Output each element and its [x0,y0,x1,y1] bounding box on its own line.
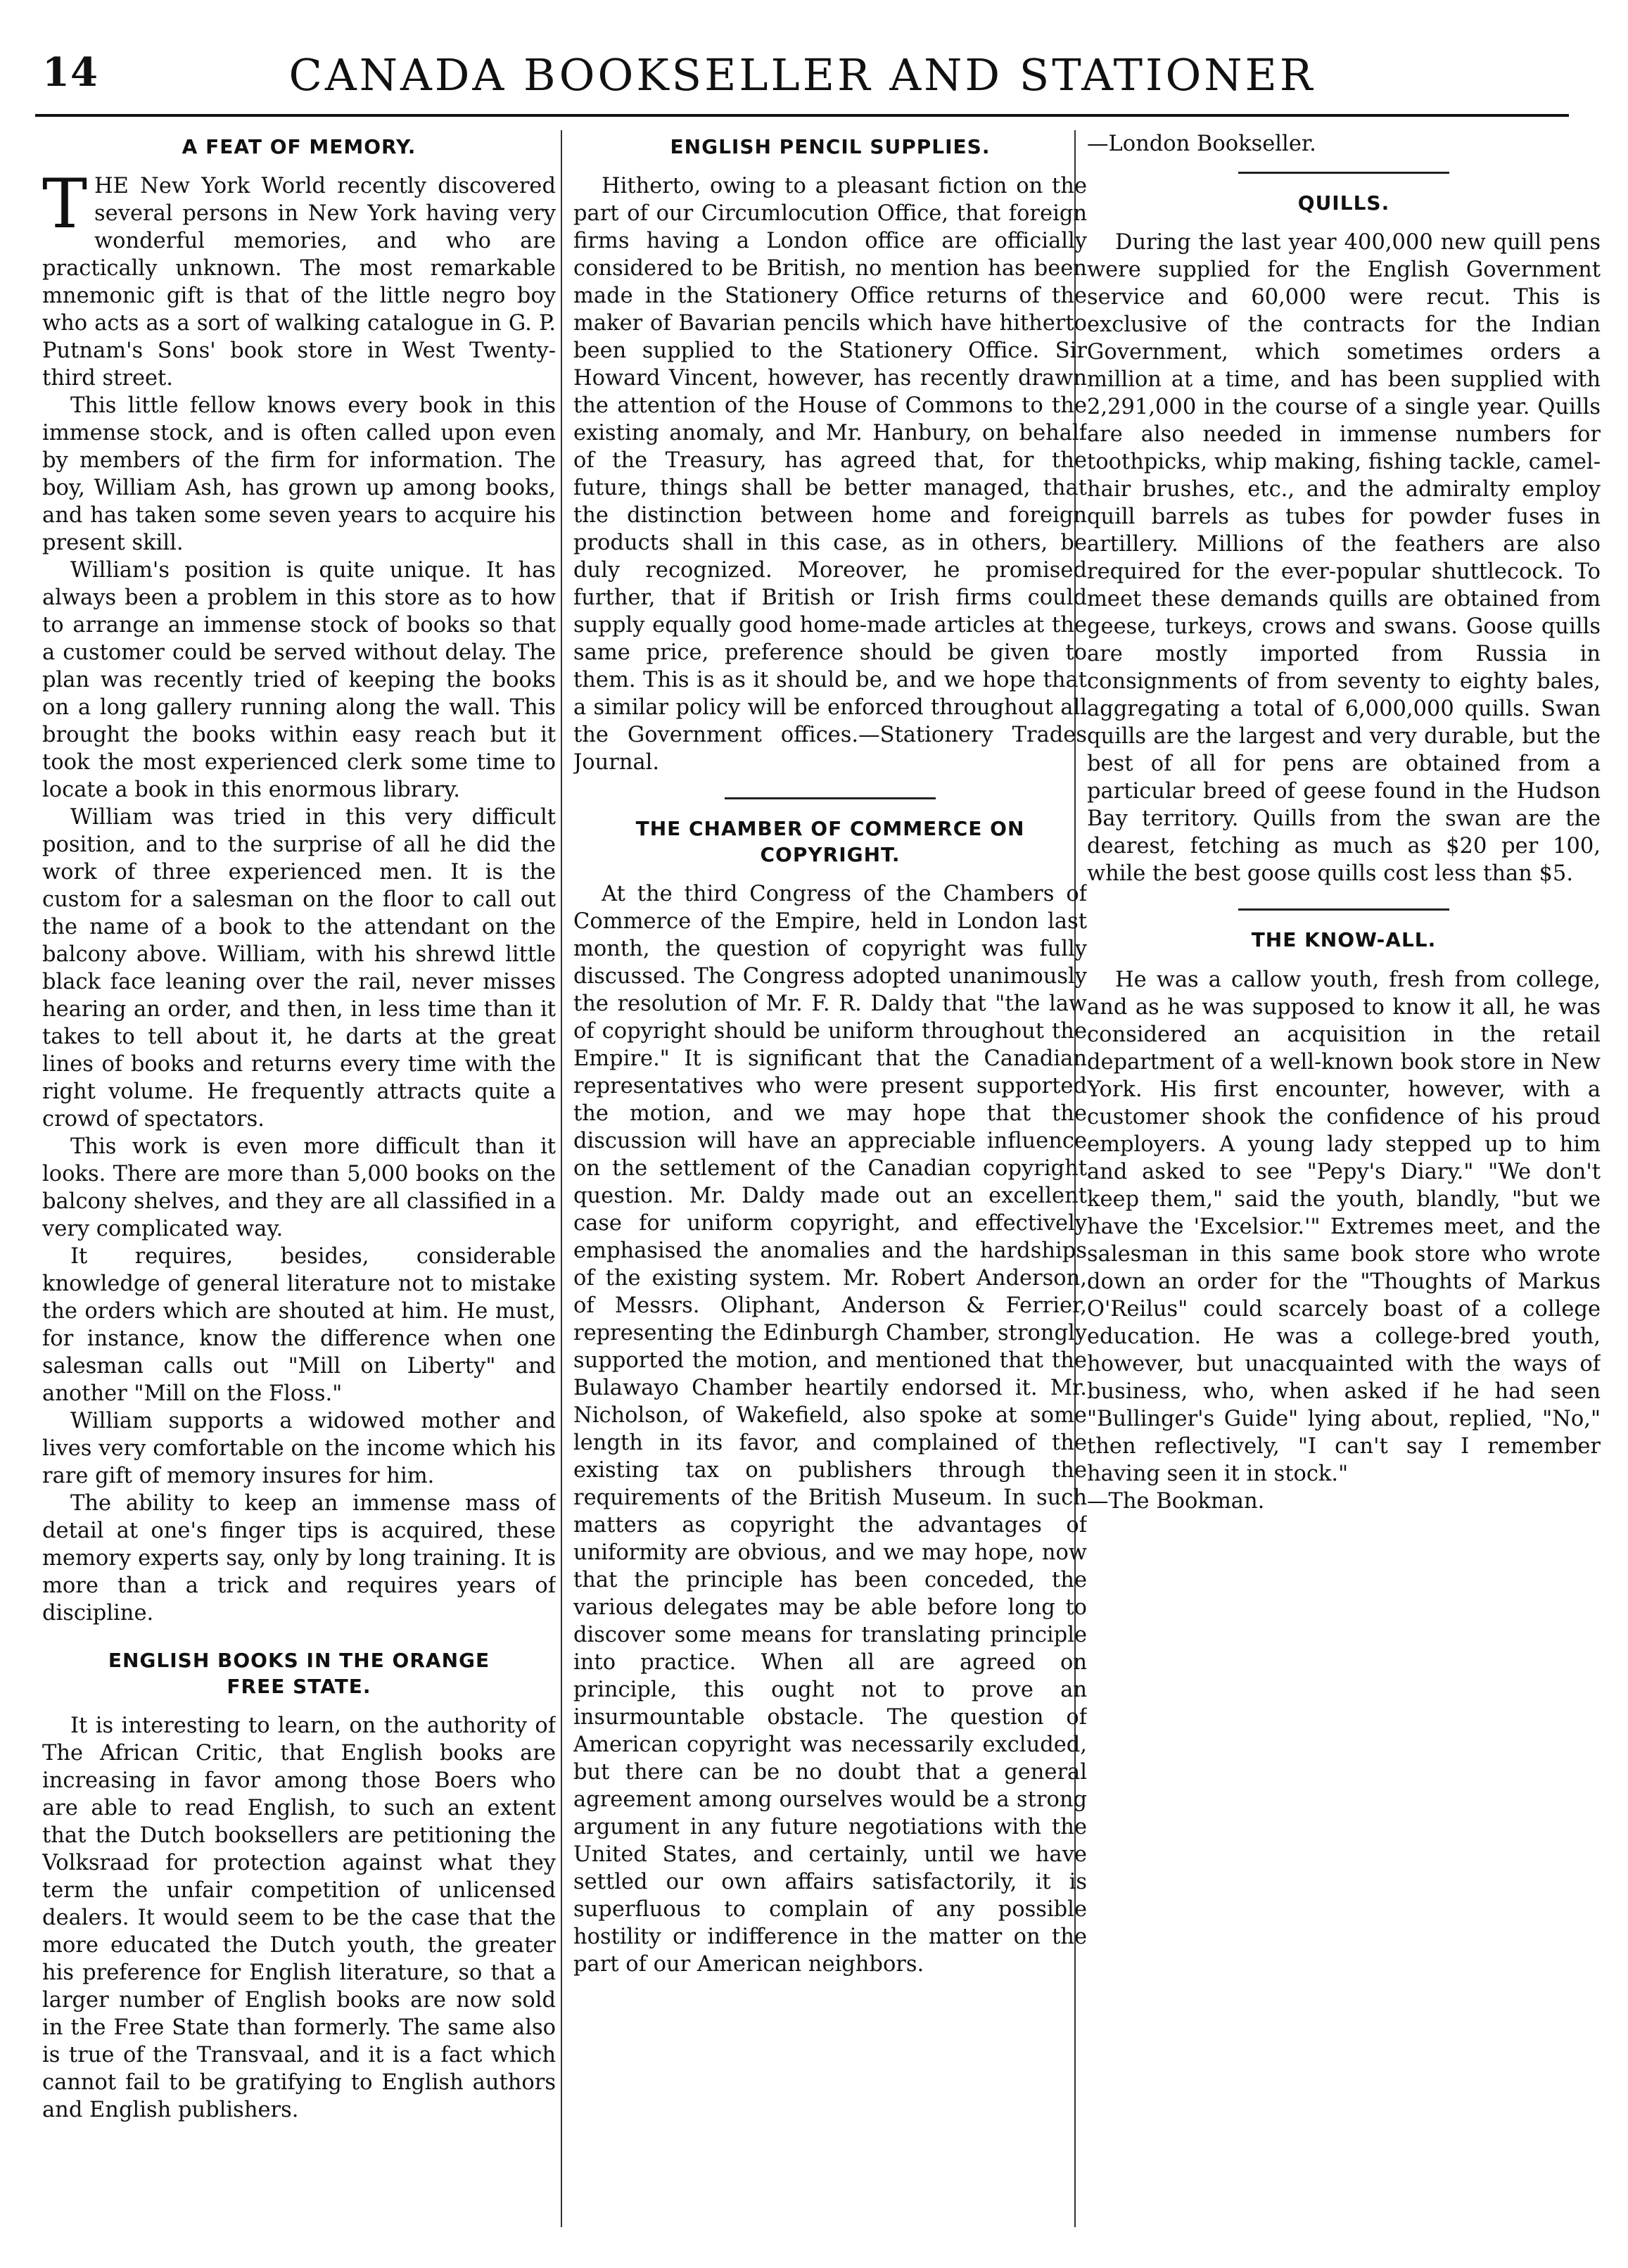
article-paragraph: This little fellow knows every book in this immense stock, and is often called upon even by members of the firm for information. The boy, William Ash, has grown up among books, and has taken some seven years to acquire his present skill. [42,393,556,556]
article-orange-free-state [42,1648,556,2124]
column-2 [573,130,1087,2241]
masthead [35,49,1569,113]
article-paragraph: William was tried in this very difficult position, and to the surprise of all he did the work of three experienced men. It is the custom for a salesman on the floor to call out the name of a book to the attendant on the balcony above. William, with his shrewd little black face leaning over the rail, never misses hearing an order, and then, in less time than it takes to tell about it, he darts at the great lines of books and returns every time with the right volume. He frequently attracts quite a crowd of spectators. [42,805,556,1132]
article-paragraph: This work is even more difficult than it looks. There are more than 5,000 books on the balcony shelves, and they are all classified in a very complicated way. [42,1134,556,1242]
article-separator [1238,172,1449,174]
article-heading [573,816,1087,868]
article-heading: QUILLS. [1297,191,1390,215]
article-quills [1087,191,1601,887]
article-signature: —The Bookman. [1087,1488,1265,1514]
publication-title: CANADA BOOKSELLER AND STATIONER [288,49,1316,101]
article-paragraph: Hitherto, owing to a pleasant fiction on the part of our Circumlocution Office, that foreign firms having a London office are officially considered to be British, no mention has been made in the Stationery Office returns of the maker of Bavarian pencils which have hitherto been supplied to the Stationery Office. Sir Howard Vincent, however, has recently drawn the attention of the House of Commons to the existing anomaly, and Mr. Hanbury, on behalf of the Treasury, has agreed that, for the future, things shall be better managed, that the distinction between home and foreign products shall in this case, as in others, be duly recognized. Moreover, he promised further, that if British or Irish firms could supply equally good home-made articles at the same price, preference should be given to them. This is as it should be, and we hope that a similar policy will be enforced throughout all the Government offices.—Stationery Trades Journal. [573,174,1087,775]
article-heading: ENGLISH BOOKS IN THE ORANGE FREE STATE. [108,1649,490,1698]
article-paragraph: It is interesting to learn, on the authority of The African Critic, that English books are increasing in favor among those Boers who are able to read English, to such an extent that the Dutch booksellers are petitioning the Volksraad for protection against what they term the unfair competition of unlicensed dealers. It would seem to be the case that the more educated the Dutch youth, the greater his preference for English literature, so that a larger number of English books are now sold in the Free State than formerly. The same also is true of the Transvaal, and it is a fact which cannot fail to be gratifying to English authors and English publishers. [42,1713,556,2123]
article-pencil-supplies [573,134,1087,776]
article-heading: A FEAT OF MEMORY. [182,135,416,158]
article-separator [1238,908,1449,911]
article-paragraph: William's position is quite unique. It has always been a problem in this store as to how to arrange an immense stock of books so that a customer could be served without delay. The plan was recently tried of keeping the books on a long gallery running along the wall. This brought the books within easy reach but it took the most experienced clerk some time to locate a book in this enormous library. [42,558,556,803]
article-paragraph: It requires, besides, considerable knowledge of general literature not to mistake the orders which are shouted at him. He must, for instance, know the difference when one salesman calls out "Mill on Liberty" and another "Mill on the Floss." [42,1244,556,1407]
article-heading: ENGLISH PENCIL SUPPLIES. [670,135,991,158]
article-paragraph: THE New York World recently discovered several persons in New York having very wonderful memories, and who are practically unknown. The most remarkable mnemonic gift is that of the little negro boy who acts as a sort of walking catalogue in G. P. Putnam's Sons' book store in West Twenty-third street. [42,165,556,391]
article-signature: —London Bookseller. [1087,132,1316,156]
article-paragraph: During the last year 400,000 new quill pens were supplied for the English Government service and 60,000 were recut. This is exclusive of the contracts for the Indian Government, which sometimes orders a million at a time, and has been supplied with 2,291,000 in the course of a single year. Quills are also needed in immense numbers for toothpicks, whip making, fishing tackle, camel-hair brushes, etc., and the admiralty employ quill barrels as tubes for powder fuses in artillery. Millions of the feathers are also required for the ever-popular shuttlecock. To meet these demands quills are obtained from geese, turkeys, crows and swans. Goose quills are mostly imported from Russia in consignments of from seventy to eighty bales, aggregating a total of 6,000,000 quills. Swan quills are the largest and very durable, but the best of all for pens are obtained from a particular breed of geese found in the Hudson Bay territory. Quills from the swan are the dearest, fetching as much as $20 per 100, while the best goose quills cost less than $5. [1087,230,1601,887]
article-paragraph: He was a callow youth, fresh from college, and as he was supposed to know it all, he was considered an acquisition in the retail department of a well-known book store in New York. His first encounter, however, with a customer shook the confidence of his proud employers. A young lady stepped up to him and asked to see "Pepy's Diary." "We don't keep them," said the youth, blandly, "but we have the 'Excelsior.'" Extremes meet, and the salesman in this same book store who wrote down an order for the "Thoughts of Markus O'Reilus" could scarcely boast of a college education. He was a college-bred youth, however, but unacquainted with the ways of business, who, when asked if he had seen "Bullinger's Guide" lying about, replied, "No," then reflectively, "I can't say I remember having seen it in stock." [1087,967,1601,1486]
column-divider [561,130,562,2227]
column-1 [42,130,556,2241]
column-3 [1087,130,1601,2241]
page-number: 14 [42,49,98,96]
heading-line: COPYRIGHT. [760,842,901,866]
article-paragraph: William supports a widowed mother and lives very comfortable on the income which his rare gift of memory insures for him. [42,1409,556,1489]
article-paragraph: The ability to keep an immense mass of detail at one's finger tips is acquired, these memory experts say, only by long training. It is more than a trick and requires years of discipline. [42,1491,556,1626]
masthead-rule [35,114,1569,117]
article-feat-of-memory [42,134,556,1627]
article-heading: THE KNOW-ALL. [1251,928,1437,952]
article-know-all [1087,927,1601,1514]
article-chamber-copyright [573,816,1087,1978]
article-paragraph: At the third Congress of the Chambers of Commerce of the Empire, held in London last month, the question of copyright was fully discussed. The Congress adopted unanimously the resolution of Mr. F. R. Daldy that "the law of copyright should be uniform throughout the Empire." It is significant that the Canadian representatives who were present supported the motion, and we may hope that the discussion will have an appreciable influence on the settlement of the Canadian copyright question. Mr. Daldy made out an excellent case for uniform copyright, and effectively emphasised the anomalies and the hardships of the existing system. Mr. Robert Anderson, of Messrs. Oliphant, Anderson & Ferrier, representing the Edinburgh Chamber, strongly supported the motion, and mentioned that the Bulawayo Chamber heartily endorsed it. Mr. Nicholson, of Wakefield, also spoke at some length in its favor, and complained of the existing tax on publishers through the requirements of the British Museum. In such matters as copyright the advantages of uniformity are obvious, and we may hope, now that the principle has been conceded, the various delegates may be able before long to discover some means for translating principle into practice. When all are agreed on principle, this ought not to prove an insurmountable obstacle. The question of American copyright was necessarily excluded, but there can be no doubt that a general agreement among ourselves would be a strong argument in any future negotiations with the United States, and certainly, until we have settled our own affairs satisfactorily, it is superfluous to complain of any possible hostility or indifference in the matter on the part of our American neighbors. [573,882,1087,1977]
article-separator [725,797,936,799]
heading-line: THE CHAMBER OF COMMERCE ON [635,817,1025,841]
drop-cap: T [42,165,88,244]
